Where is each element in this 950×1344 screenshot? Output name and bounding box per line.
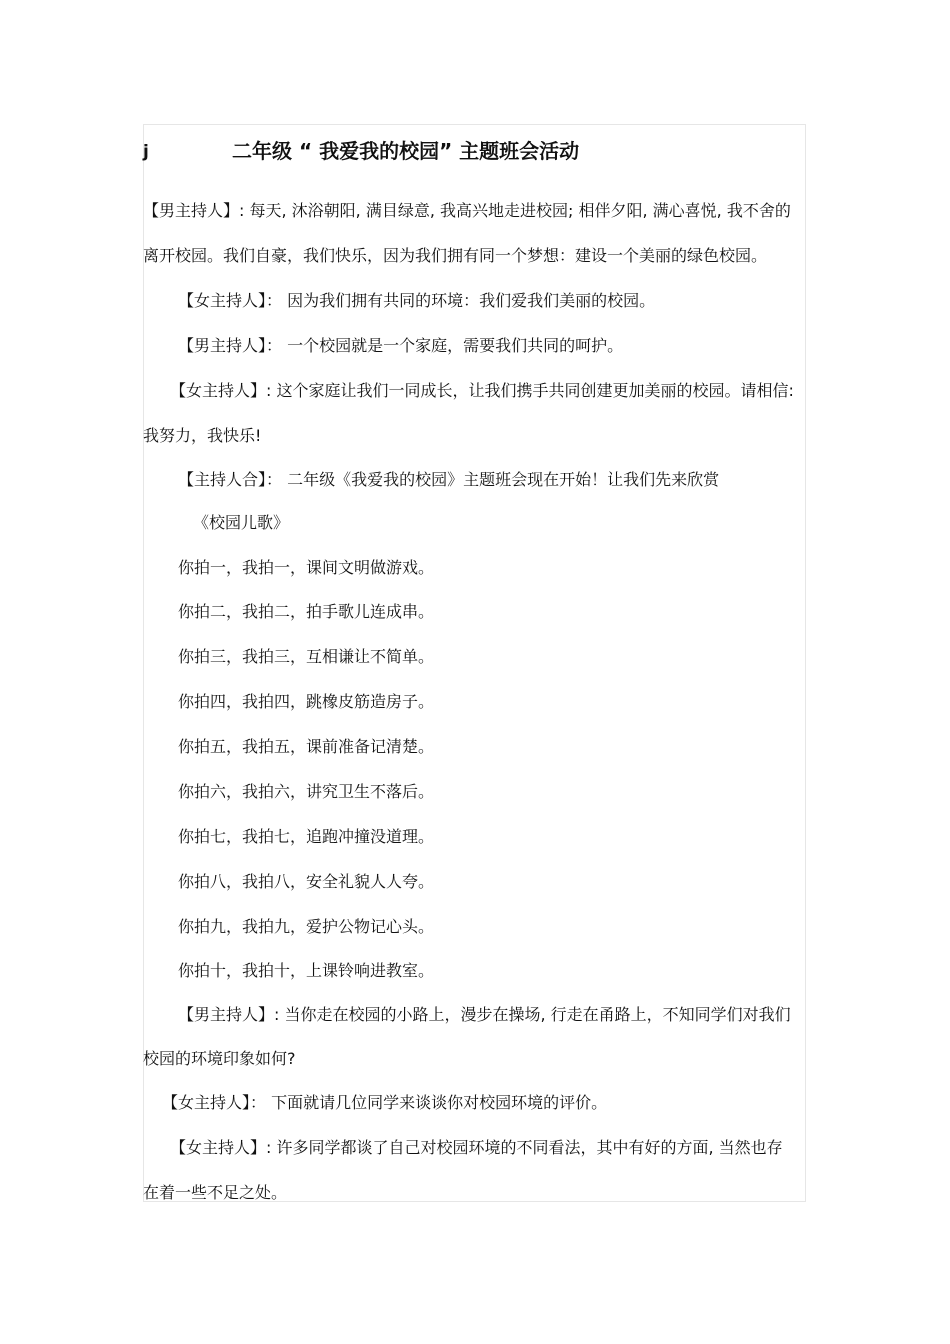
paragraph-line: 【女主持人】: 这个家庭让我们一同成长，让我们携手共同创建更加美丽的校园。请相信:	[170, 381, 794, 400]
song-verse: 你拍九，我拍九，爱护公物记心头。	[178, 917, 435, 936]
song-verse: 你拍二，我拍二，拍手歌儿连成串。	[178, 602, 435, 621]
paragraph-line: 【男主持人】: 每天, 沐浴朝阳, 满目绿意, 我高兴地走进校园; 相伴夕阳, 满心喜悦, 我不舍的	[143, 201, 791, 220]
song-verse: 你拍七，我拍七，追跑冲撞没道理。	[178, 827, 435, 846]
paragraph-line: 在着一些不足之处。	[143, 1183, 288, 1202]
paragraph-line: 【男主持人】: 当你走在校园的小路上，漫步在操场, 行走在甬路上，不知同学们对我们	[178, 1005, 791, 1024]
song-verse: 你拍三，我拍三，互相谦让不简单。	[178, 647, 435, 666]
paragraph-line: 【女主持人】： 下面就请几位同学来谈谈你对校园环境的评价。	[162, 1093, 608, 1112]
song-verse: 你拍六，我拍六，讲究卫生不落后。	[178, 782, 435, 801]
paragraph-line: 离开校园。我们自豪，我们快乐，因为我们拥有同一个梦想：建设一个美丽的绿色校园。	[143, 246, 768, 265]
song-verse: 你拍一，我拍一，课间文明做游戏。	[178, 558, 435, 577]
paragraph-line: 【女主持人】: 许多同学都谈了自己对校园环境的不同看法，其中有好的方面, 当然也存	[170, 1138, 783, 1157]
paragraph-line: 【主持人合】： 二年级《我爱我的校园》主题班会现在开始！让我们先来欣赏	[178, 470, 720, 489]
song-verse: 你拍四，我拍四，跳橡皮筋造房子。	[178, 692, 435, 711]
page-title: 二年级 “ 我爱我的校园” 主题班会活动	[232, 139, 580, 163]
song-title: 《校园儿歌》	[193, 513, 290, 532]
paragraph-line: 我努力，我快乐!	[143, 426, 262, 445]
paragraph-line: 【男主持人】： 一个校园就是一个家庭，需要我们共同的呵护。	[178, 336, 624, 355]
song-verse: 你拍八，我拍八，安全礼貌人人夸。	[178, 872, 435, 891]
title-marker: j	[143, 142, 149, 162]
song-verse: 你拍五，我拍五，课前准备记清楚。	[178, 737, 435, 756]
paragraph-line: 【女主持人】： 因为我们拥有共同的环境：我们爱我们美丽的校园。	[178, 291, 656, 310]
song-verse: 你拍十，我拍十，上课铃响进教室。	[178, 961, 435, 980]
paragraph-line: 校园的环境印象如何?	[143, 1049, 296, 1068]
